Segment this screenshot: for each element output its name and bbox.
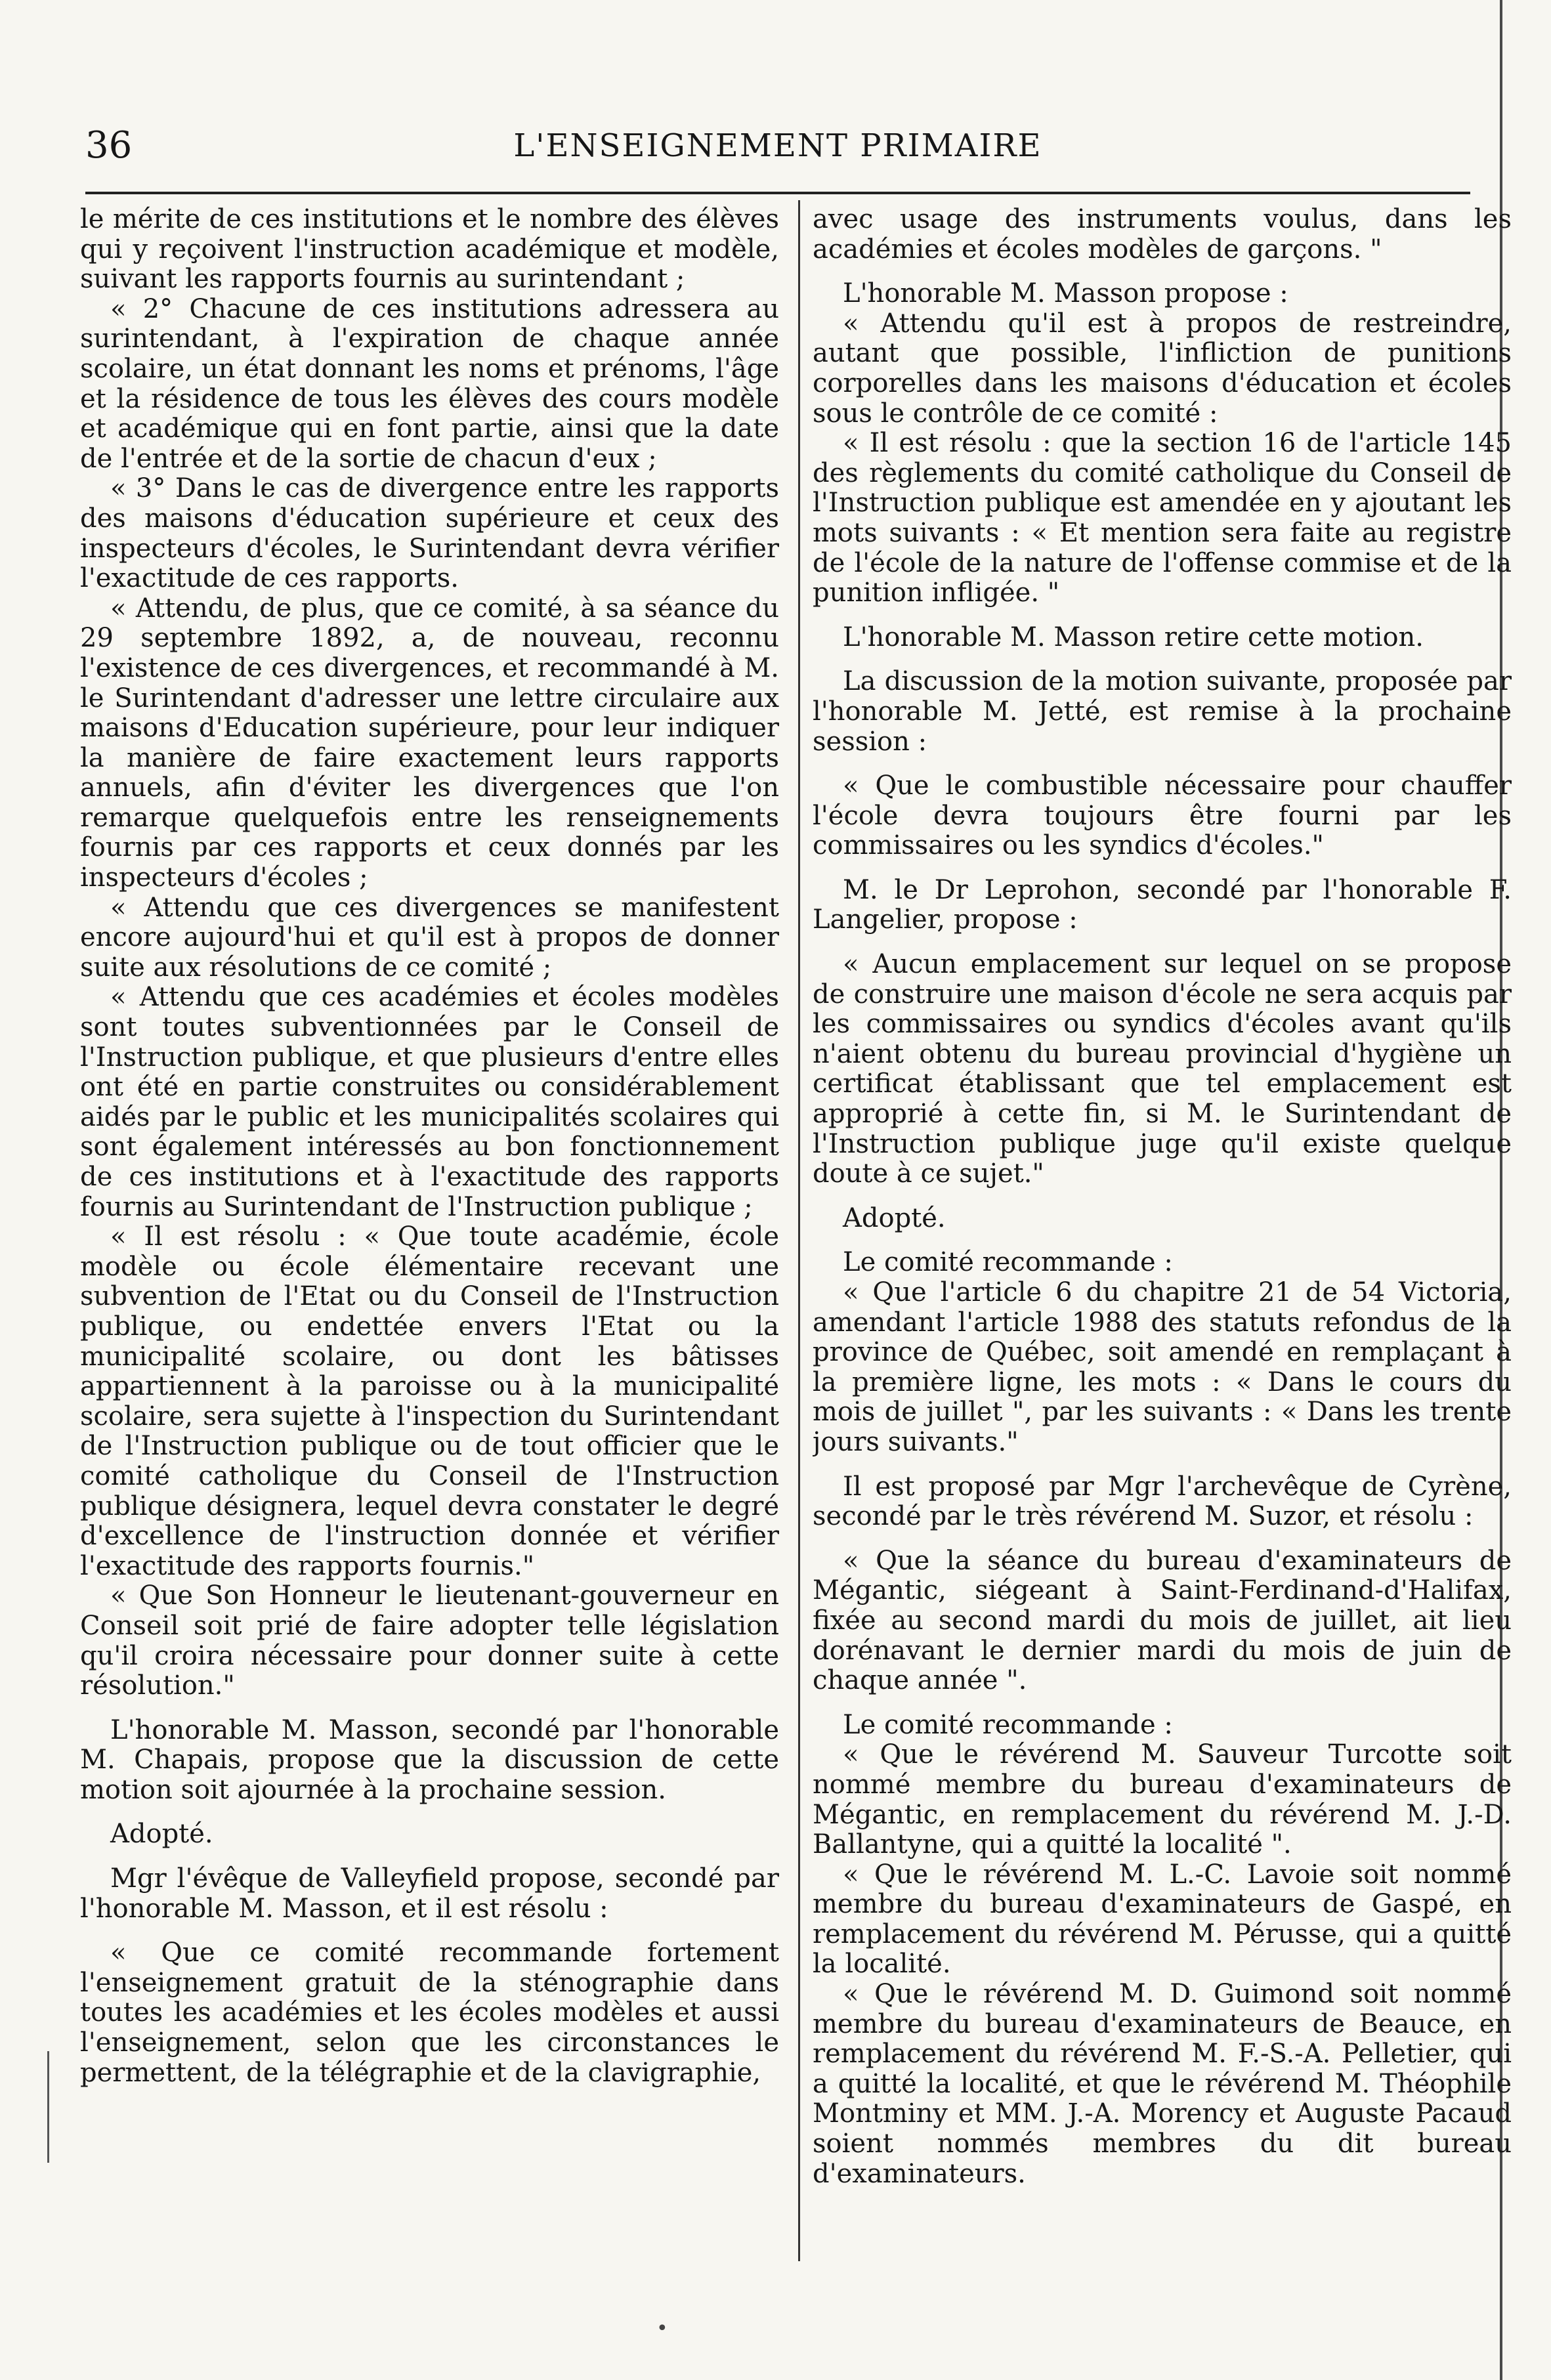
paragraph: « Que la séance du bureau d'examinateurs de Mégantic, siégeant à Saint-Ferdinand-d'Halifax, fixée au second mardi du mois de juillet, ait lieu dorénavant le dernier mardi du mois de juin de chaque année ". xyxy=(813,1545,1512,1696)
margin-mark xyxy=(47,2051,49,2163)
footer-mark: • xyxy=(656,2317,668,2340)
paragraph: « Que le révérend M. Sauveur Turcotte soit nommé membre du bureau d'examinateurs de Mégantic, en remplacement du révérend M. J.-D. Ballantyne, qui a quitté la localité ". xyxy=(813,1739,1512,1860)
paragraph: Le comité recommande : xyxy=(843,1709,1173,1740)
paragraph: « 3° Dans le cas de divergence entre les rapports des maisons d'éducation supérieure et ceux des inspecteurs d'écoles, le Surintendant devra vérifier l'exactitude de ces rapports. xyxy=(80,473,779,594)
paragraph: « Que Son Honneur le lieutenant-gouverneur en Conseil soit prié de faire adopter telle législation qu'il croira nécessaire pour donner suite à cette résolution." xyxy=(80,1581,779,1701)
page-title: L'ENSEIGNEMENT PRIMAIRE xyxy=(513,127,1042,164)
paragraph: le mérite de ces institutions et le nombre des élèves qui y reçoivent l'instruction académique et modèle, suivant les rapports fournis au surintendant ; xyxy=(80,205,779,295)
paragraph: L'honorable M. Masson retire cette motion. xyxy=(843,622,1424,652)
left-column xyxy=(80,205,779,2272)
paragraph: Adopté. xyxy=(110,1819,213,1850)
page-number: 36 xyxy=(85,124,133,167)
paragraph: Adopté. xyxy=(843,1202,946,1233)
paragraph: « 2° Chacune de ces institutions adressera au surintendant, à l'expiration de chaque année scolaire, un état donnant les noms et prénoms, l'âge et la résidence de tous les élèves des cours modèle et académique qui en font partie, ainsi que la date de l'entrée et de la sortie de chacun d'eux ; xyxy=(80,293,779,474)
paragraph: « Attendu que ces divergences se manifestent encore aujourd'hui et qu'il est à propos de donner suite aux résolutions de ce comité ; xyxy=(80,892,779,983)
paragraph: La discussion de la motion suivante, proposée par l'honorable M. Jetté, est remise à la prochaine session : xyxy=(813,666,1512,757)
paragraph: « Aucun emplacement sur lequel on se propose de construire une maison d'école ne sera acquis par les commissaires ou syndics d'écoles avant qu'ils n'aient obtenu du bureau provincial d'hygiène un certificat établissant que tel emplacement est approprié à cette fin, si M. le Surintendant de l'Instruction publique juge qu'il existe quelque doute à ce sujet." xyxy=(813,949,1512,1189)
paragraph: « Il est résolu : « Que toute académie, école modèle ou école élémentaire recevant une subvention de l'Etat ou du Conseil de l'Instruction publique, ou endettée envers l'Etat ou la municipalité scolaire, ou dont les bâtisses appartiennent à la paroisse ou à la municipalité scolaire, sera sujette à l'inspection du Surintendant de l'Instruction publique ou de tout officier que le comité catholique du Conseil de l'Instruction publique désignera, lequel devra constater le degré d'excellence de l'instruction donnée et vérifier l'exactitude des rapports fournis." xyxy=(80,1222,779,1581)
paragraph: « Que le combustible nécessaire pour chauffer l'école devra toujours être fourni par les commissaires ou les syndics d'écoles." xyxy=(813,771,1512,861)
paragraph: L'honorable M. Masson propose : xyxy=(843,278,1288,309)
paragraph: « Il est résolu : que la section 16 de l'article 145 des règlements du comité catholique du Conseil de l'Instruction publique est amendée en y ajoutant les mots suivants : « Et mention sera faite au registre de l'école de la nature de l'offense commise et de la punition infligée. " xyxy=(813,428,1512,608)
right-column xyxy=(813,205,1512,2272)
paragraph: « Que l'article 6 du chapitre 21 de 54 Victoria, amendant l'article 1988 des statuts refondus de la province de Québec, soit amendé en remplaçant à la première ligne, les mots : « Dans le cours du mois de juillet ", par les suivants : « Dans les trente jours suivants." xyxy=(813,1277,1512,1457)
paragraph: « Attendu qu'il est à propos de restreindre, autant que possible, l'infliction de punitions corporelles dans les maisons d'éducation et écoles sous le contrôle de ce comité : xyxy=(813,308,1512,429)
paragraph: « Que le révérend M. D. Guimond soit nommé membre du bureau d'examinateurs de Beauce, en remplacement du révérend M. F.-S.-A. Pelletier, qui a quitté la localité, et que le révérend M. Théophile Montminy et MM. J.-A. Morency et Auguste Pacaud soient nommés membres du dit bureau d'examinateurs. xyxy=(813,1979,1512,2189)
header-rule xyxy=(85,192,1470,194)
paragraph: Il est proposé par Mgr l'archevêque de Cyrène, secondé par le très révérend M. Suzor, et résolu : xyxy=(813,1471,1512,1532)
page-header xyxy=(85,119,1470,172)
paragraph: Mgr l'évêque de Valleyfield propose, secondé par l'honorable M. Masson, et il est résolu : xyxy=(80,1863,779,1924)
paragraph: « Que ce comité recommande fortement l'enseignement gratuit de la sténographie dans toutes les académies et les écoles modèles et aussi l'enseignement, selon que les circonstances le permettent, de la télégraphie et de la clavigraphie, xyxy=(80,1938,779,2088)
paragraph: « Attendu, de plus, que ce comité, à sa séance du 29 septembre 1892, a, de nouveau, reconnu l'existence de ces divergences, et recommandé à M. le Surintendant d'adresser une lettre circulaire aux maisons d'Education supérieure, pour leur indiquer la manière de faire exactement leurs rapports annuels, afin d'éviter les divergences que l'on remarque quelquefois entre les renseignements fournis par ces rapports et ceux donnés par les inspecteurs d'écoles ; xyxy=(80,593,779,893)
paragraph: M. le Dr Leprohon, secondé par l'honorable F. Langelier, propose : xyxy=(813,874,1512,935)
paragraph: « Attendu que ces académies et écoles modèles sont toutes subventionnées par le Conseil de l'Instruction publique, et que plusieurs d'entre elles ont été en partie construites ou considérablement aidés par le public et les municipalités scolaires qui sont également intéressés au bon fonctionnement de ces institutions et à l'exactitude des rapports fournis au Surintendant de l'Instruction publique ; xyxy=(80,982,779,1222)
column-divider xyxy=(798,200,800,2261)
paragraph: avec usage des instruments voulus, dans les académies et écoles modèles de garçons. " xyxy=(813,205,1512,265)
paragraph: Le comité recommande : xyxy=(843,1247,1173,1278)
paragraph: « Que le révérend M. L.-C. Lavoie soit nommé membre du bureau d'examinateurs de Gaspé, en remplacement du révérend M. Pérusse, qui a quitté la localité. xyxy=(813,1859,1512,1980)
paragraph: L'honorable M. Masson, secondé par l'honorable M. Chapais, propose que la discussion de cette motion soit ajournée à la prochaine session. xyxy=(80,1714,779,1805)
